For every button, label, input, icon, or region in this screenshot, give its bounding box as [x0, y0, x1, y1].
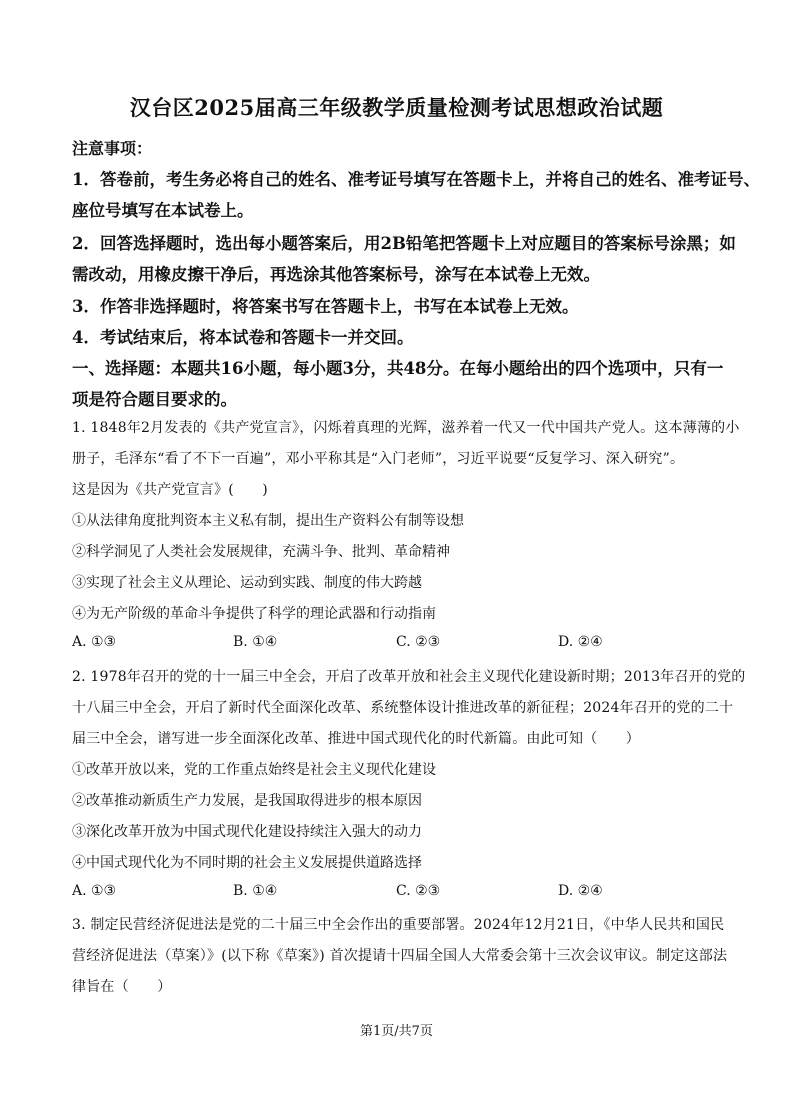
page-footer: 第1页/共7页 — [360, 1024, 433, 1039]
q2-item: ①改革开放以来，党的工作重点始终是社会主义现代化建设 — [72, 762, 436, 778]
q1-item: ④为无产阶级的革命斗争提供了科学的理论武器和行动指南 — [72, 606, 436, 622]
q1-option-d[interactable]: D. ②④ — [558, 634, 603, 650]
notice-line: 4．考试结束后，将本试卷和答题卡一并交回。 — [72, 328, 414, 347]
notice-line: 需改动，用橡皮擦干净后，再选涂其他答案标号，涂写在本试卷上无效。 — [72, 265, 600, 284]
q1-stem-line: 1. 1848年2月发表的《共产党宣言》，闪烁着真理的光辉，滋养着一代又一代中国共产党人。这本薄薄的小 — [72, 420, 740, 436]
section-heading: 项是符合题目要求的。 — [72, 390, 237, 409]
q2-stem-line: 届三中全会，谱写进一步全面深化改革、推进中国式现代化的时代新篇。由此可知（ ） — [72, 731, 640, 747]
q1-item: ③实现了社会主义从理论、运动到实践、制度的伟大跨越 — [72, 575, 422, 591]
notice-line: 3．作答非选择题时，将答案书写在答题卡上，书写在本试卷上无效。 — [72, 297, 579, 316]
q2-option-d[interactable]: D. ②④ — [558, 883, 603, 899]
q1-option-c[interactable]: C. ②③ — [396, 634, 441, 650]
q3-stem-line: 律旨在（ ） — [72, 979, 172, 995]
q2-option-a[interactable]: A. ①③ — [72, 883, 117, 899]
q1-stem-line: 这是因为《共产党宣言》( ) — [72, 482, 268, 498]
q3-stem-line: 营经济促进法（草案）》(以下称《草案》) 首次提请十四届全国人大常委会第十三次会议审议。制定这部法 — [72, 948, 728, 964]
q1-stem-line: 册子，毛泽东“看了不下一百遍”，邓小平称其是“入门老师”，习近平说要“反复学习、深入研究”。 — [72, 451, 685, 467]
q2-option-c[interactable]: C. ②③ — [396, 883, 441, 899]
q2-item: ②改革推动新质生产力发展，是我国取得进步的根本原因 — [72, 793, 422, 809]
section-heading: 一、选择题：本题共16小题，每小题3分，共48分。在每小题给出的四个选项中，只有一 — [72, 359, 724, 378]
q2-stem-line: 十八届三中全会，开启了新时代全面深化改革、系统整体设计推进改革的新征程；2024年召开的党的二十 — [72, 700, 734, 716]
q2-stem-line: 2. 1978年召开的党的十一届三中全会，开启了改革开放和社会主义现代化建设新时期；2013年召开的党的 — [72, 669, 746, 685]
q1-item: ①从法律角度批判资本主义私有制，提出生产资料公有制等设想 — [72, 513, 464, 529]
notice-heading: 注意事项： — [72, 139, 153, 158]
q1-item: ②科学洞见了人类社会发展规律，充满斗争、批判、革命精神 — [72, 544, 450, 560]
q2-item: ④中国式现代化为不同时期的社会主义发展提供道路选择 — [72, 855, 422, 871]
q1-option-b[interactable]: B. ①④ — [233, 634, 278, 650]
q2-item: ③深化改革开放为中国式现代化建设持续注入强大的动力 — [72, 824, 422, 840]
notice-line: 1．答卷前，考生务必将自己的姓名、准考证号填写在答题卡上，并将自己的姓名、准考证号、 — [72, 170, 760, 189]
exam-title: 汉台区2025届高三年级教学质量检测考试思想政治试题 — [129, 95, 664, 120]
q1-option-a[interactable]: A. ①③ — [72, 634, 117, 650]
q2-option-b[interactable]: B. ①④ — [233, 883, 278, 899]
q3-stem-line: 3. 制定民营经济促进法是党的二十届三中全会作出的重要部署。2024年12月21日，《中华人民共和国民 — [72, 917, 725, 933]
notice-line: 2．回答选择题时，选出每小题答案后，用2B铅笔把答题卡上对应题目的答案标号涂黑；如 — [72, 234, 736, 253]
notice-line: 座位号填写在本试卷上。 — [72, 201, 254, 220]
